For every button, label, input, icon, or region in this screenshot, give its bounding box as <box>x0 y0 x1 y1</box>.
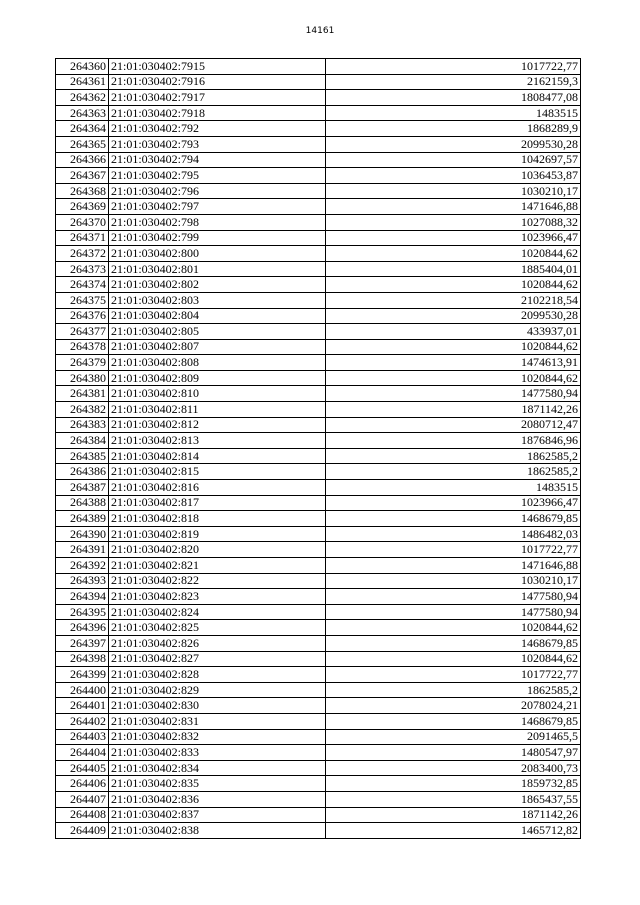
cadastral-value: 1027088,32 <box>326 214 581 230</box>
page-number: 14161 <box>305 26 335 36</box>
cadastral-number: 21:01:030402:793 <box>109 136 326 152</box>
cadastral-number: 21:01:030402:821 <box>109 558 326 574</box>
row-number: 264369 <box>56 199 109 215</box>
cadastral-number: 21:01:030402:811 <box>109 402 326 418</box>
table-row <box>56 776 581 792</box>
table-row <box>56 199 581 215</box>
table-row <box>56 620 581 636</box>
cadastral-number: 21:01:030402:828 <box>109 667 326 683</box>
table-row <box>56 682 581 698</box>
row-number: 264366 <box>56 152 109 168</box>
cadastral-value: 1808477,08 <box>326 90 581 106</box>
cadastral-number: 21:01:030402:800 <box>109 246 326 262</box>
table-row <box>56 324 581 340</box>
row-number: 264406 <box>56 776 109 792</box>
row-number: 264376 <box>56 308 109 324</box>
cadastral-value: 1477580,94 <box>326 589 581 605</box>
cadastral-number: 21:01:030402:797 <box>109 199 326 215</box>
row-number: 264409 <box>56 823 109 839</box>
row-number: 264362 <box>56 90 109 106</box>
cadastral-value: 1020844,62 <box>326 370 581 386</box>
table-row <box>56 90 581 106</box>
row-number: 264394 <box>56 589 109 605</box>
cadastral-number: 21:01:030402:807 <box>109 339 326 355</box>
cadastral-value: 1868289,9 <box>326 121 581 137</box>
row-number: 264375 <box>56 292 109 308</box>
table-row <box>56 542 581 558</box>
cadastral-number: 21:01:030402:833 <box>109 745 326 761</box>
row-number: 264372 <box>56 246 109 262</box>
cadastral-value: 1030210,17 <box>326 573 581 589</box>
cadastral-value: 1036453,87 <box>326 168 581 184</box>
row-number: 264371 <box>56 230 109 246</box>
table-row <box>56 729 581 745</box>
cadastral-value: 1471646,88 <box>326 199 581 215</box>
row-number: 264379 <box>56 355 109 371</box>
cadastral-number: 21:01:030402:814 <box>109 448 326 464</box>
table-row <box>56 136 581 152</box>
cadastral-value: 1017722,77 <box>326 667 581 683</box>
table-row <box>56 667 581 683</box>
cadastral-value: 1483515 <box>326 105 581 121</box>
cadastral-value: 1486482,03 <box>326 526 581 542</box>
row-number: 264400 <box>56 682 109 698</box>
cadastral-number: 21:01:030402:825 <box>109 620 326 636</box>
row-number: 264389 <box>56 511 109 527</box>
table-row <box>56 448 581 464</box>
cadastral-value: 1865437,55 <box>326 791 581 807</box>
row-number: 264397 <box>56 635 109 651</box>
row-number: 264404 <box>56 745 109 761</box>
table-row <box>56 121 581 137</box>
cadastral-value: 1871142,26 <box>326 807 581 823</box>
table-row <box>56 339 581 355</box>
cadastral-number: 21:01:030402:808 <box>109 355 326 371</box>
row-number: 264398 <box>56 651 109 667</box>
row-number: 264395 <box>56 604 109 620</box>
cadastral-number: 21:01:030402:820 <box>109 542 326 558</box>
row-number: 264403 <box>56 729 109 745</box>
table-row <box>56 464 581 480</box>
cadastral-value: 1042697,57 <box>326 152 581 168</box>
row-number: 264396 <box>56 620 109 636</box>
row-number: 264387 <box>56 480 109 496</box>
table-row <box>56 214 581 230</box>
cadastral-number: 21:01:030402:802 <box>109 277 326 293</box>
cadastral-value: 1020844,62 <box>326 620 581 636</box>
cadastral-number: 21:01:030402:7917 <box>109 90 326 106</box>
cadastral-value-table <box>55 58 581 839</box>
cadastral-value: 1876846,96 <box>326 433 581 449</box>
cadastral-value: 1871142,26 <box>326 402 581 418</box>
cadastral-number: 21:01:030402:813 <box>109 433 326 449</box>
table-row <box>56 526 581 542</box>
table-row <box>56 713 581 729</box>
cadastral-value: 2080712,47 <box>326 417 581 433</box>
table-row <box>56 635 581 651</box>
cadastral-number: 21:01:030402:816 <box>109 480 326 496</box>
table-row <box>56 589 581 605</box>
table-row <box>56 230 581 246</box>
row-number: 264373 <box>56 261 109 277</box>
row-number: 264370 <box>56 214 109 230</box>
cadastral-number: 21:01:030402:792 <box>109 121 326 137</box>
cadastral-number: 21:01:030402:831 <box>109 713 326 729</box>
table-row <box>56 261 581 277</box>
cadastral-value: 1017722,77 <box>326 59 581 75</box>
cadastral-value: 2099530,28 <box>326 136 581 152</box>
cadastral-number: 21:01:030402:832 <box>109 729 326 745</box>
cadastral-value: 2102218,54 <box>326 292 581 308</box>
table-row <box>56 402 581 418</box>
cadastral-number: 21:01:030402:824 <box>109 604 326 620</box>
cadastral-value: 2162159,3 <box>326 74 581 90</box>
table-row <box>56 823 581 839</box>
row-number: 264374 <box>56 277 109 293</box>
cadastral-number: 21:01:030402:7915 <box>109 59 326 75</box>
cadastral-number: 21:01:030402:836 <box>109 791 326 807</box>
row-number: 264385 <box>56 448 109 464</box>
cadastral-number: 21:01:030402:819 <box>109 526 326 542</box>
cadastral-number: 21:01:030402:799 <box>109 230 326 246</box>
row-number: 264378 <box>56 339 109 355</box>
row-number: 264392 <box>56 558 109 574</box>
table-row <box>56 760 581 776</box>
cadastral-value: 1465712,82 <box>326 823 581 839</box>
table-row <box>56 791 581 807</box>
cadastral-value: 1474613,91 <box>326 355 581 371</box>
table-row <box>56 246 581 262</box>
table-row <box>56 152 581 168</box>
cadastral-value: 1471646,88 <box>326 558 581 574</box>
table-row <box>56 105 581 121</box>
cadastral-value: 1862585,2 <box>326 464 581 480</box>
table-row <box>56 698 581 714</box>
table-row <box>56 59 581 75</box>
cadastral-value: 1020844,62 <box>326 246 581 262</box>
table-row <box>56 511 581 527</box>
table-row <box>56 308 581 324</box>
table-row <box>56 558 581 574</box>
row-number: 264377 <box>56 324 109 340</box>
row-number: 264384 <box>56 433 109 449</box>
cadastral-number: 21:01:030402:830 <box>109 698 326 714</box>
cadastral-value: 1030210,17 <box>326 183 581 199</box>
row-number: 264365 <box>56 136 109 152</box>
cadastral-value: 1020844,62 <box>326 651 581 667</box>
row-number: 264386 <box>56 464 109 480</box>
cadastral-value: 2083400,73 <box>326 760 581 776</box>
cadastral-value: 2099530,28 <box>326 308 581 324</box>
row-number: 264405 <box>56 760 109 776</box>
row-number: 264408 <box>56 807 109 823</box>
cadastral-number: 21:01:030402:837 <box>109 807 326 823</box>
row-number: 264383 <box>56 417 109 433</box>
cadastral-number: 21:01:030402:817 <box>109 495 326 511</box>
cadastral-number: 21:01:030402:827 <box>109 651 326 667</box>
cadastral-number: 21:01:030402:822 <box>109 573 326 589</box>
table-row <box>56 433 581 449</box>
cadastral-number: 21:01:030402:804 <box>109 308 326 324</box>
cadastral-value: 1023966,47 <box>326 230 581 246</box>
cadastral-value: 1468679,85 <box>326 713 581 729</box>
row-number: 264402 <box>56 713 109 729</box>
row-number: 264407 <box>56 791 109 807</box>
cadastral-value: 1859732,85 <box>326 776 581 792</box>
table-row <box>56 807 581 823</box>
cadastral-number: 21:01:030402:7918 <box>109 105 326 121</box>
cadastral-number: 21:01:030402:794 <box>109 152 326 168</box>
cadastral-value: 1477580,94 <box>326 604 581 620</box>
table-row <box>56 277 581 293</box>
table-row <box>56 74 581 90</box>
cadastral-number: 21:01:030402:815 <box>109 464 326 480</box>
table-row <box>56 292 581 308</box>
row-number: 264388 <box>56 495 109 511</box>
cadastral-number: 21:01:030402:801 <box>109 261 326 277</box>
cadastral-number: 21:01:030402:809 <box>109 370 326 386</box>
cadastral-number: 21:01:030402:7916 <box>109 74 326 90</box>
table-row <box>56 573 581 589</box>
cadastral-number: 21:01:030402:838 <box>109 823 326 839</box>
table-row <box>56 495 581 511</box>
cadastral-number: 21:01:030402:795 <box>109 168 326 184</box>
cadastral-value: 433937,01 <box>326 324 581 340</box>
table-row <box>56 651 581 667</box>
row-number: 264361 <box>56 74 109 90</box>
cadastral-value: 1483515 <box>326 480 581 496</box>
cadastral-number: 21:01:030402:796 <box>109 183 326 199</box>
row-number: 264390 <box>56 526 109 542</box>
cadastral-value: 2091465,5 <box>326 729 581 745</box>
cadastral-value: 1020844,62 <box>326 277 581 293</box>
cadastral-value: 1480547,97 <box>326 745 581 761</box>
cadastral-number: 21:01:030402:823 <box>109 589 326 605</box>
cadastral-number: 21:01:030402:818 <box>109 511 326 527</box>
cadastral-number: 21:01:030402:834 <box>109 760 326 776</box>
row-number: 264368 <box>56 183 109 199</box>
cadastral-value: 1885404,01 <box>326 261 581 277</box>
cadastral-number: 21:01:030402:805 <box>109 324 326 340</box>
cadastral-value: 1862585,2 <box>326 448 581 464</box>
cadastral-value: 2078024,21 <box>326 698 581 714</box>
table-row <box>56 745 581 761</box>
row-number: 264399 <box>56 667 109 683</box>
cadastral-value: 1477580,94 <box>326 386 581 402</box>
row-number: 264360 <box>56 59 109 75</box>
cadastral-value: 1023966,47 <box>326 495 581 511</box>
cadastral-number: 21:01:030402:829 <box>109 682 326 698</box>
row-number: 264382 <box>56 402 109 418</box>
cadastral-number: 21:01:030402:812 <box>109 417 326 433</box>
row-number: 264380 <box>56 370 109 386</box>
cadastral-value: 1017722,77 <box>326 542 581 558</box>
cadastral-value: 1468679,85 <box>326 635 581 651</box>
row-number: 264393 <box>56 573 109 589</box>
cadastral-number: 21:01:030402:835 <box>109 776 326 792</box>
table-row <box>56 604 581 620</box>
table-row <box>56 168 581 184</box>
table-row <box>56 386 581 402</box>
row-number: 264367 <box>56 168 109 184</box>
row-number: 264363 <box>56 105 109 121</box>
cadastral-value: 1468679,85 <box>326 511 581 527</box>
cadastral-number: 21:01:030402:798 <box>109 214 326 230</box>
table-row <box>56 417 581 433</box>
table-row <box>56 370 581 386</box>
table-row <box>56 480 581 496</box>
cadastral-number: 21:01:030402:826 <box>109 635 326 651</box>
cadastral-value: 1020844,62 <box>326 339 581 355</box>
row-number: 264391 <box>56 542 109 558</box>
table-row <box>56 183 581 199</box>
row-number: 264364 <box>56 121 109 137</box>
cadastral-number: 21:01:030402:803 <box>109 292 326 308</box>
table-body <box>56 59 581 839</box>
row-number: 264401 <box>56 698 109 714</box>
cadastral-number: 21:01:030402:810 <box>109 386 326 402</box>
table-row <box>56 355 581 371</box>
cadastral-value: 1862585,2 <box>326 682 581 698</box>
row-number: 264381 <box>56 386 109 402</box>
